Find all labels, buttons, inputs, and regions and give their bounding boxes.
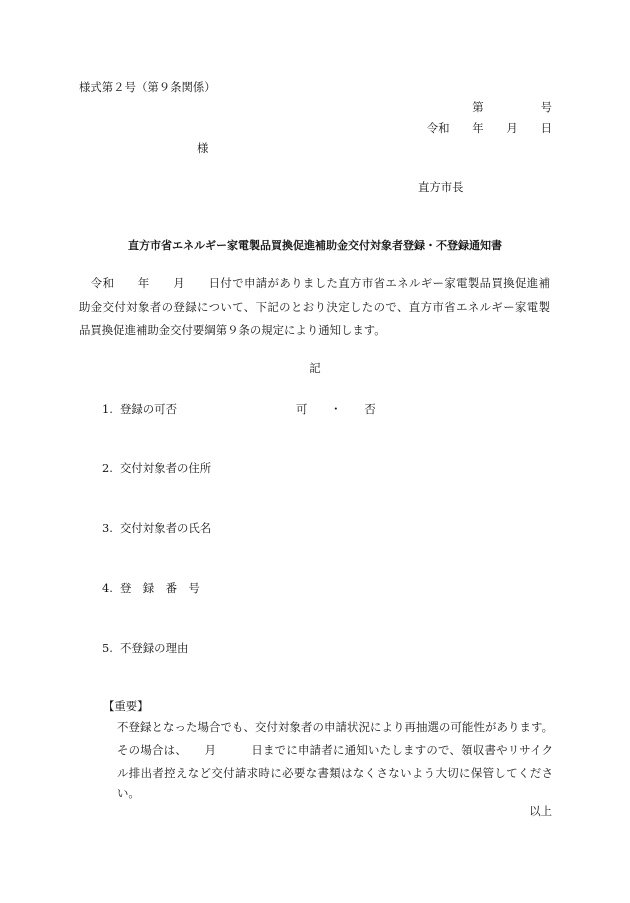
item-label: 登録の可否 <box>120 402 177 416</box>
body-line: 品買換促進補助金交付要綱第９条の規定により通知します。 <box>79 323 386 337</box>
issuer-name: 直方市長 <box>418 180 464 194</box>
notice-line: い。 <box>117 786 140 800</box>
notice-line: ル排出者控えなど交付請求時に必要な書類はなくさないよう大切に保管してくださ <box>117 766 553 780</box>
form-number-label: 様式第２号（第９条関係） <box>79 80 216 94</box>
ki-heading: 記 <box>309 361 321 375</box>
item-number: 5. <box>102 641 113 655</box>
item-number: 4. <box>102 581 113 595</box>
closing-mark: 以上 <box>529 804 552 818</box>
document-title: 直方市省エネルギー家電製品買換促進補助金交付対象者登録・不登録通知書 <box>128 239 502 252</box>
body-line: 令和 年 月 日付で申請がありました直方市省エネルギー家電製品買換促進補 <box>79 276 550 290</box>
item-number: 1. <box>102 402 113 416</box>
item-number: 3. <box>102 521 113 535</box>
document-number-line: 第 号 <box>472 100 552 114</box>
notice-heading: 【重要】 <box>103 699 149 713</box>
item-label: 交付対象者の住所 <box>120 461 212 475</box>
addressee-honorific: 様 <box>197 141 209 155</box>
item-number: 2. <box>102 461 113 475</box>
approval-choice: 可 ・ 否 <box>296 402 376 416</box>
notice-line: 不登録となった場合でも、交付対象者の申請状況により再抽選の可能性があります。 <box>117 720 553 734</box>
date-line: 令和 年 月 日 <box>426 121 552 135</box>
item-label: 登 録 番 号 <box>120 581 200 595</box>
item-label: 交付対象者の氏名 <box>120 521 212 535</box>
notice-line: その場合は、 月 日までに申請者に通知いたしますので、領収書やリサイク <box>117 743 553 757</box>
body-line: 助金交付対象者の登録について、下記のとおり決定したので、直方市省エネルギー家電製 <box>79 300 550 314</box>
item-label: 不登録の理由 <box>120 641 189 655</box>
